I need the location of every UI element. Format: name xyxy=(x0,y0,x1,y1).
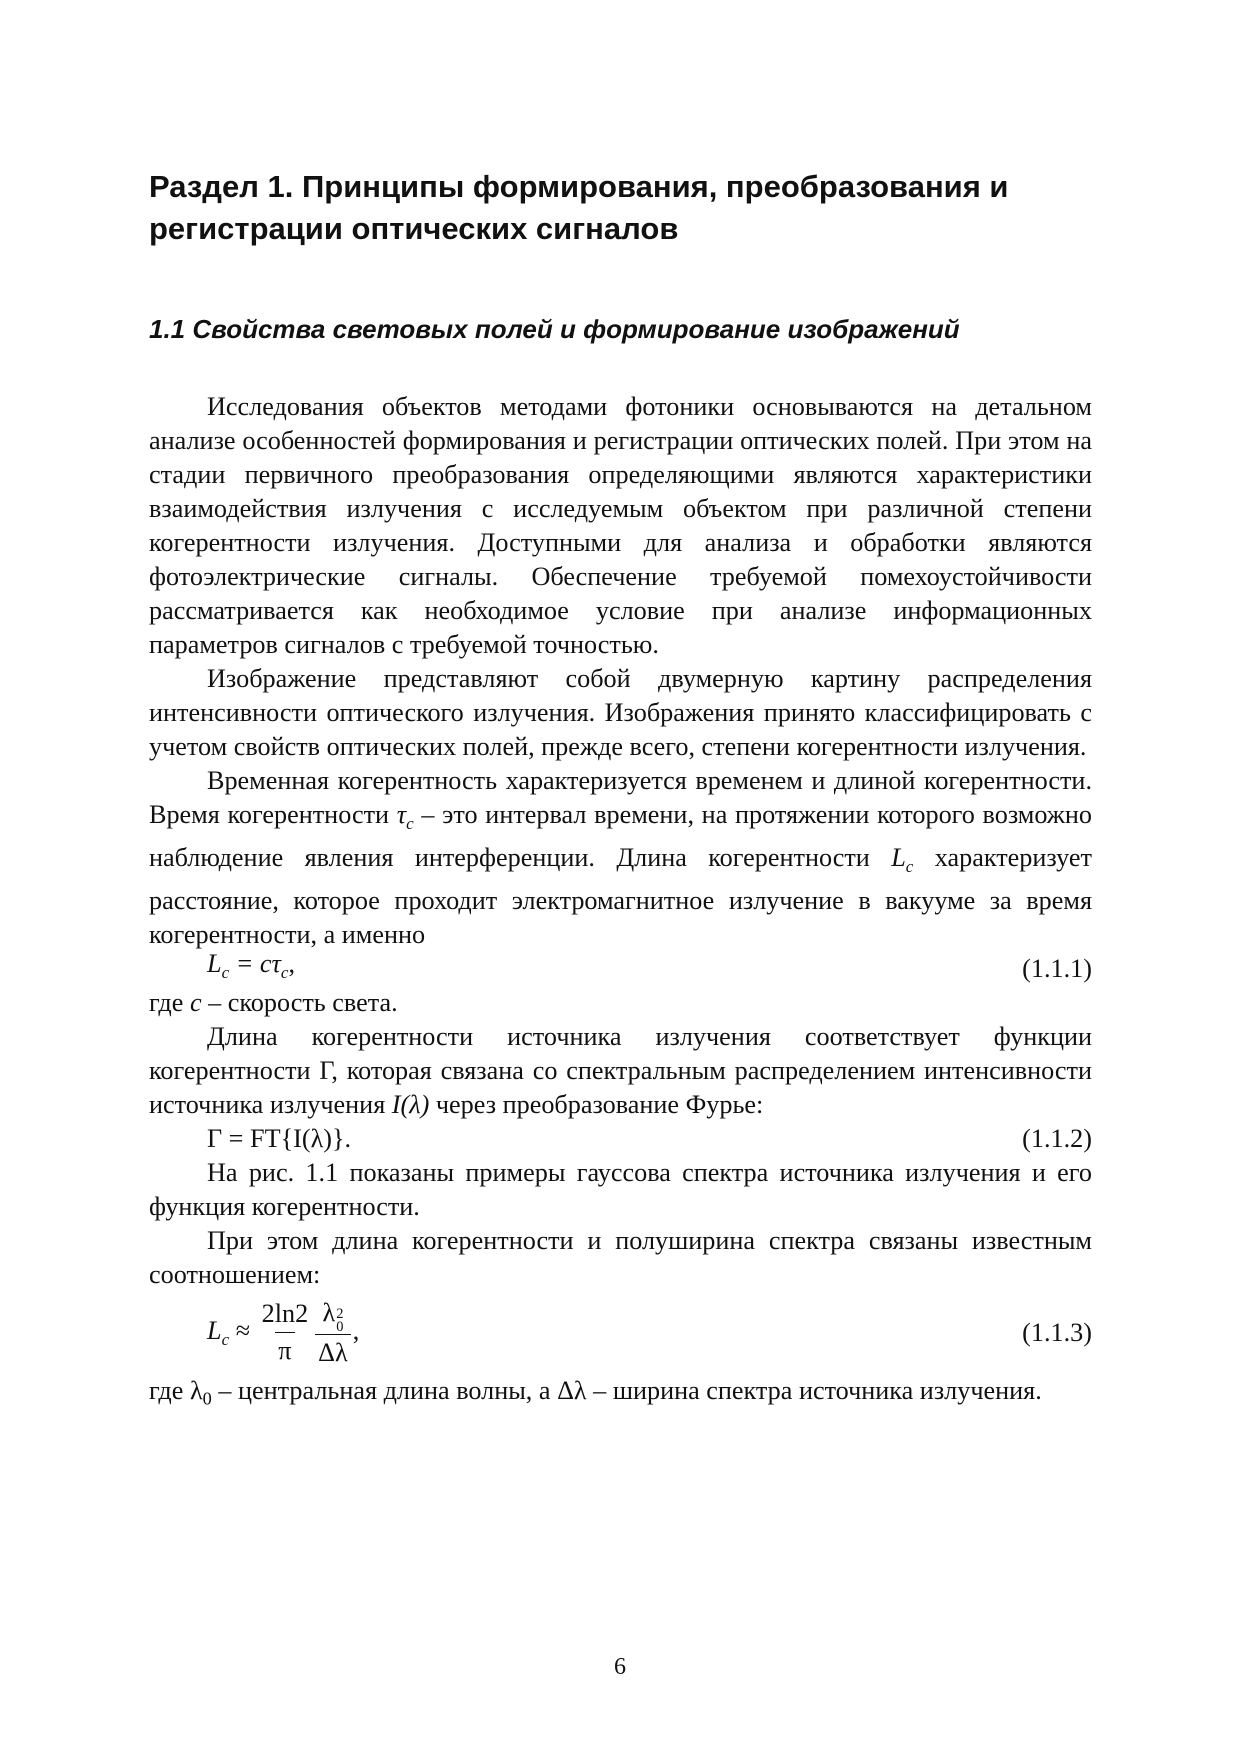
math-symbol: λ xyxy=(322,1297,336,1327)
paragraph xyxy=(149,1374,1092,1416)
math-subscript: c xyxy=(280,963,289,983)
section-title: Раздел 1. Принципы формирования, преобразования и регистрации оптических сигналов xyxy=(149,169,1009,246)
paragraph: Изображение представляют собой двумерную картину распределения интенсивности оптического излучения. Изображения принято классифицировать с учетом свойств оптических полей, прежде всего, степени когерентности излучения. xyxy=(149,664,1092,761)
text-run: где xyxy=(149,987,184,1017)
math-superscript: 2 xyxy=(336,1306,344,1322)
equation-number: (1.1.2) xyxy=(1022,1123,1092,1153)
math-symbol: ≈ xyxy=(235,1315,251,1345)
fraction-denominator: π xyxy=(275,1332,294,1369)
math-subscript: 0 xyxy=(202,1388,212,1409)
equation-1-1-3 xyxy=(149,1292,1092,1374)
paragraph xyxy=(149,1020,1092,1122)
paragraph: При этом длина когерентности и полуширина спектра связаны известным соотношением: xyxy=(149,1225,1092,1289)
equation-number: (1.1.3) xyxy=(1022,1317,1092,1347)
math-subscript: c xyxy=(406,813,414,833)
paragraph xyxy=(149,986,1092,1020)
equation-1-1-1 xyxy=(149,949,1092,986)
subsection-title: 1.1 Свойства световых полей и формирование изображений xyxy=(149,314,960,344)
text-run: через преобразование Фурье: xyxy=(435,1089,764,1119)
math-supsub xyxy=(336,1308,343,1334)
math-subscript: c xyxy=(905,856,914,876)
math-symbol: τ xyxy=(396,800,407,829)
fraction xyxy=(315,1295,351,1371)
math-symbol: L xyxy=(207,1315,222,1345)
math-symbol: I(λ) xyxy=(391,1089,430,1119)
math-symbol: L xyxy=(207,949,222,979)
text-run: – ширина спектра источника излучения. xyxy=(593,1375,1042,1405)
equation-1-1-2 xyxy=(149,1122,1092,1156)
math-symbol: Δλ xyxy=(557,1375,587,1405)
body-text xyxy=(149,390,1092,1415)
paragraph: На рис. 1.1 показаны примеры гауссова спектра источника излучения и его функция когерентности. xyxy=(149,1157,1092,1221)
math-subscript: 0 xyxy=(336,1318,344,1335)
fraction xyxy=(259,1296,312,1369)
text-run: – скорость света. xyxy=(208,987,398,1017)
fraction-numerator xyxy=(319,1295,346,1334)
paragraph xyxy=(149,764,1092,952)
fraction-numerator: 2ln2 xyxy=(261,1299,309,1329)
math-symbol: λ xyxy=(189,1375,203,1405)
paragraph: Исследования объектов методами фотоники основываются на детальном анализе особенностей формирования и регистрации оптических полей. При этом на стадии первичного преобразования определяющими являются характеристики взаимодействия излучения с исследуемым объектом при различной степени когерентности излучения. Доступными для анализа и обработки являются фотоэлектрические сигналы. Обеспечение требуемой помехоустойчивости рассматривается как необходимое условие при анализе информационных параметров сигналов с требуемой точностью. xyxy=(149,392,1092,659)
math-symbol: , xyxy=(352,1315,360,1345)
math-symbol: c xyxy=(189,987,202,1017)
equation-number: (1.1.1) xyxy=(1022,953,1092,983)
equation-expression xyxy=(207,1295,359,1371)
text-run: Длина когерентности источника излучения соответствует функции когерентности Γ, которая связана со спектральным распределением интенсивности источника излучения xyxy=(149,1021,1092,1119)
text-run: Временная когерентность характеризуется временем и длиной когерентности. Время когерентности xyxy=(149,766,1092,829)
math-subscript: c xyxy=(221,1329,230,1349)
text-run: – это интервал времени, на протяжении которого возможно наблюдение явления интерференции. Длина когерентности xyxy=(149,800,1093,872)
equation-expression xyxy=(207,947,295,990)
math-symbol: L xyxy=(891,842,906,872)
fraction-denominator: Δλ xyxy=(315,1334,351,1371)
text-run: – центральная длина волны, а xyxy=(218,1375,551,1405)
equation-expression: Γ = FT{I(λ)}. xyxy=(207,1123,352,1153)
math-subscript: c xyxy=(221,963,230,983)
text-run: характеризует расстояние, которое проходит электромагнитное излучение в вакууме за время когерентности, а именно xyxy=(149,842,1092,949)
math-symbol: , xyxy=(288,949,296,979)
page-number: 6 xyxy=(614,1654,626,1680)
text-run: где xyxy=(149,1375,184,1405)
math-symbol: = cτ xyxy=(229,949,281,979)
